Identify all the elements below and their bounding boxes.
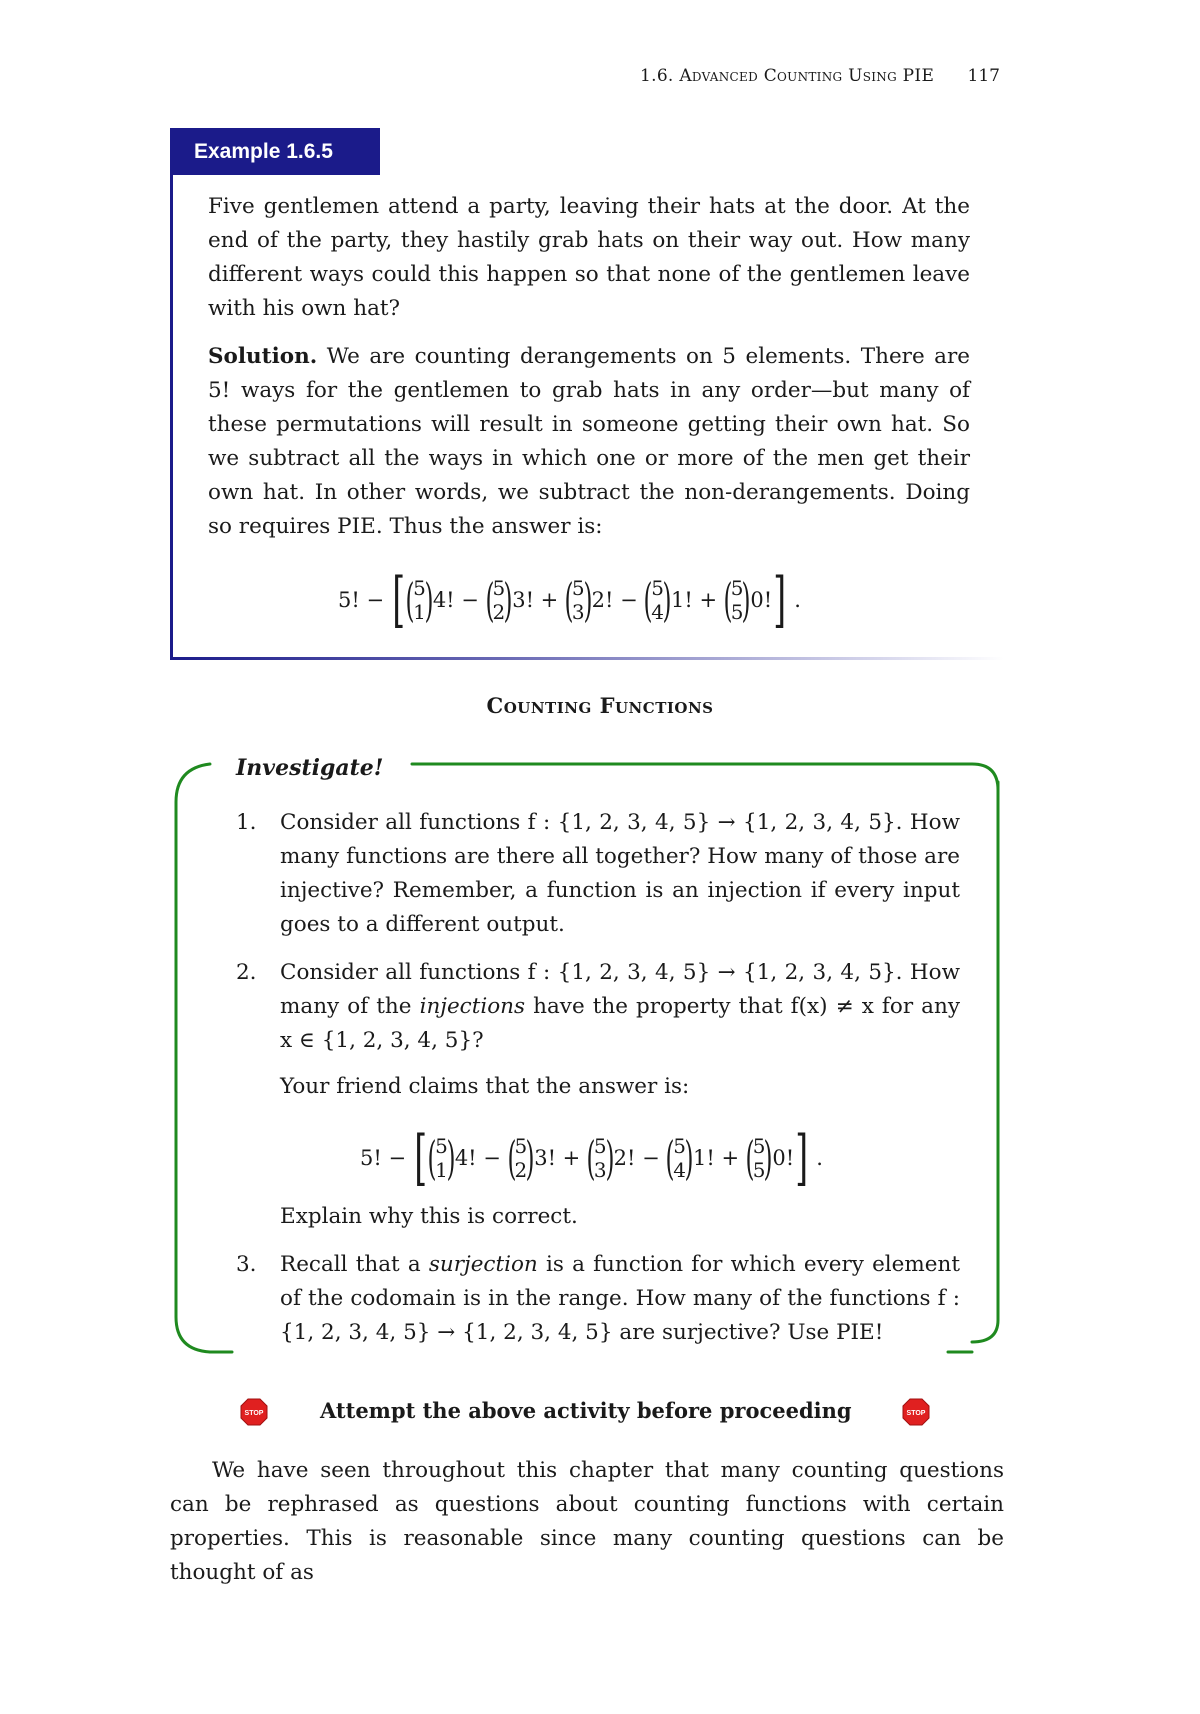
section-heading: Counting Functions bbox=[486, 693, 714, 718]
formula-lead: 5! − bbox=[338, 588, 391, 612]
item-number: 2. bbox=[236, 960, 257, 985]
right-paren: ) bbox=[583, 573, 593, 627]
binomial-bottom: 2 bbox=[492, 600, 506, 624]
binomial-bottom: 1 bbox=[435, 1158, 448, 1182]
binomial-top: 5 bbox=[673, 1134, 687, 1158]
item-text-emphasis: surjection bbox=[428, 1252, 538, 1277]
left-paren: ( bbox=[723, 573, 733, 627]
stop-label: STOP bbox=[906, 1410, 926, 1417]
binomial-coefficient bbox=[723, 573, 751, 627]
binomial-top: 5 bbox=[730, 576, 744, 600]
binomial-coefficient bbox=[427, 1131, 456, 1185]
right-paren: ) bbox=[684, 1131, 694, 1185]
left-paren: ( bbox=[745, 1131, 755, 1185]
binomial-top: 5 bbox=[752, 1134, 766, 1158]
binomial-coefficient bbox=[745, 1131, 773, 1185]
example-left-rule bbox=[170, 128, 173, 660]
investigate-item-1 bbox=[236, 806, 960, 942]
left-paren: ( bbox=[507, 1131, 517, 1185]
left-paren: ( bbox=[665, 1131, 675, 1185]
item-text-emphasis: injections bbox=[419, 994, 526, 1019]
binomial-coefficient bbox=[485, 573, 513, 627]
right-paren: ) bbox=[662, 573, 672, 627]
example-solution bbox=[208, 340, 970, 544]
formula-open-bracket: [ bbox=[414, 1123, 427, 1193]
item-text-b: is a function for which every element of the codomain is in the range. How many of the functions f : {1, 2, 3, 4, 5} → {1, 2, 3, 4, 5} are surjective? Use PIE! bbox=[280, 1252, 960, 1345]
attempt-text: Attempt the above activity before proceeding bbox=[320, 1398, 852, 1423]
binomial-bottom: 5 bbox=[752, 1158, 766, 1182]
stop-sign-icon bbox=[240, 1398, 268, 1426]
left-paren: ( bbox=[405, 573, 415, 627]
right-paren: ) bbox=[446, 1131, 456, 1185]
body-paragraph: We have seen throughout this chapter that many counting questions can be rephrased as questions about counting functions with certain properties. This is reasonable since many counting questions can be thought of as bbox=[170, 1458, 1004, 1585]
formula-term-tail: 2! − bbox=[591, 588, 645, 612]
binomial-top: 5 bbox=[492, 576, 506, 600]
formula-repeat bbox=[360, 1116, 823, 1200]
solution-label: Solution. bbox=[208, 344, 318, 369]
investigate-list bbox=[236, 806, 960, 1364]
item-text-a: Recall that a bbox=[280, 1252, 429, 1277]
formula-open-bracket: [ bbox=[392, 565, 405, 635]
binomial-bottom: 5 bbox=[730, 600, 744, 624]
item-text-a: Consider all functions f : {1, 2, 3, 4, 5} → {1, 2, 3, 4, 5}. How many of the bbox=[280, 960, 960, 1019]
binomial-bottom: 4 bbox=[673, 1158, 687, 1182]
binomial-bottom: 2 bbox=[514, 1158, 528, 1182]
right-paren: ) bbox=[763, 1131, 773, 1185]
item-text bbox=[280, 1248, 960, 1350]
running-head bbox=[640, 64, 1000, 92]
binomial-coefficient bbox=[564, 573, 593, 627]
item-number: 3. bbox=[236, 1252, 257, 1277]
binomial-top: 5 bbox=[435, 1134, 448, 1158]
item-text-b: have the property that f(x) ≠ x for any x ∈ {1, 2, 3, 4, 5}? bbox=[280, 994, 960, 1053]
formula-term-tail: 0! bbox=[750, 588, 773, 612]
right-paren: ) bbox=[741, 573, 751, 627]
binomial-bottom: 3 bbox=[593, 1158, 607, 1182]
solution-text: We are counting derangements on 5 elements. There are 5! ways for the gentlemen to grab hats in any order—but many of these permutations will result in someone getting their own hat. So we subtract all the ways in which one or more of the men get their own hat. In other words, we subtract the non-derangements. Doing so requires PIE. Thus the answer is: bbox=[208, 344, 971, 539]
right-paren: ) bbox=[503, 573, 513, 627]
formula-term-tail: 4! − bbox=[432, 588, 486, 612]
left-paren: ( bbox=[564, 573, 574, 627]
right-paren: ) bbox=[605, 1131, 615, 1185]
explain-text: Explain why this is correct. bbox=[280, 1204, 578, 1229]
page-number: 117 bbox=[967, 66, 1000, 86]
left-paren: ( bbox=[643, 573, 653, 627]
left-paren: ( bbox=[427, 1131, 437, 1185]
example-bottom-rule bbox=[170, 657, 1004, 660]
example-problem: Five gentlemen attend a party, leaving their hats at the door. At the end of the party, they hastily grab hats on their way out. How many different ways could this happen so that none of the gentlemen leave with his own hat? bbox=[208, 194, 970, 321]
binomial-coefficient bbox=[405, 573, 434, 627]
formula-term-tail: 4! − bbox=[454, 1146, 508, 1170]
investigate-item-3 bbox=[236, 1248, 960, 1350]
binomial-top: 5 bbox=[571, 576, 585, 600]
example-body bbox=[208, 190, 970, 642]
left-paren: ( bbox=[485, 573, 495, 627]
right-paren: ) bbox=[424, 573, 434, 627]
formula-close-bracket: ] bbox=[795, 1123, 809, 1193]
formula-end: . bbox=[809, 1146, 823, 1170]
friend-claim: Your friend claims that the answer is: bbox=[280, 1074, 690, 1099]
section-title: 1.6. Advanced Counting Using PIE bbox=[640, 66, 935, 86]
item-number: 1. bbox=[236, 810, 257, 835]
left-paren: ( bbox=[586, 1131, 596, 1185]
binomial-bottom: 4 bbox=[651, 600, 665, 624]
formula-term-tail: 1! + bbox=[670, 588, 724, 612]
binomial-coefficient bbox=[665, 1131, 694, 1185]
binomial-top: 5 bbox=[413, 576, 426, 600]
item-text bbox=[280, 956, 960, 1058]
binomial-coefficient bbox=[586, 1131, 615, 1185]
binomial-bottom: 3 bbox=[571, 600, 585, 624]
binomial-bottom: 1 bbox=[413, 600, 426, 624]
example-box bbox=[170, 128, 1004, 660]
formula-container bbox=[280, 1116, 960, 1200]
formula-close-bracket: ] bbox=[773, 565, 787, 635]
investigate-item-2 bbox=[236, 956, 960, 1234]
formula bbox=[338, 558, 801, 642]
investigate-title: Investigate! bbox=[236, 755, 384, 781]
formula-end: . bbox=[787, 588, 801, 612]
formula-term-tail: 0! bbox=[772, 1146, 795, 1170]
binomial-top: 5 bbox=[651, 576, 665, 600]
formula-container bbox=[208, 558, 970, 642]
formula-term-tail: 3! + bbox=[512, 588, 565, 612]
attempt-banner bbox=[240, 1394, 936, 1430]
stop-label: STOP bbox=[244, 1410, 264, 1417]
formula-lead: 5! − bbox=[360, 1146, 413, 1170]
formula-term-tail: 1! + bbox=[692, 1146, 746, 1170]
formula-term-tail: 3! + bbox=[534, 1146, 587, 1170]
formula-term-tail: 2! − bbox=[613, 1146, 667, 1170]
example-tag: Example 1.6.5 bbox=[170, 128, 380, 175]
item-text: Consider all functions f : {1, 2, 3, 4, 5} → {1, 2, 3, 4, 5}. How many functions are there all together? How many of those are injective? Remember, a function is an injection if every input goes to a different output. bbox=[280, 810, 960, 937]
right-paren: ) bbox=[525, 1131, 535, 1185]
binomial-top: 5 bbox=[593, 1134, 607, 1158]
binomial-top: 5 bbox=[514, 1134, 528, 1158]
stop-sign-icon bbox=[902, 1398, 930, 1426]
binomial-coefficient bbox=[507, 1131, 535, 1185]
binomial-coefficient bbox=[643, 573, 672, 627]
